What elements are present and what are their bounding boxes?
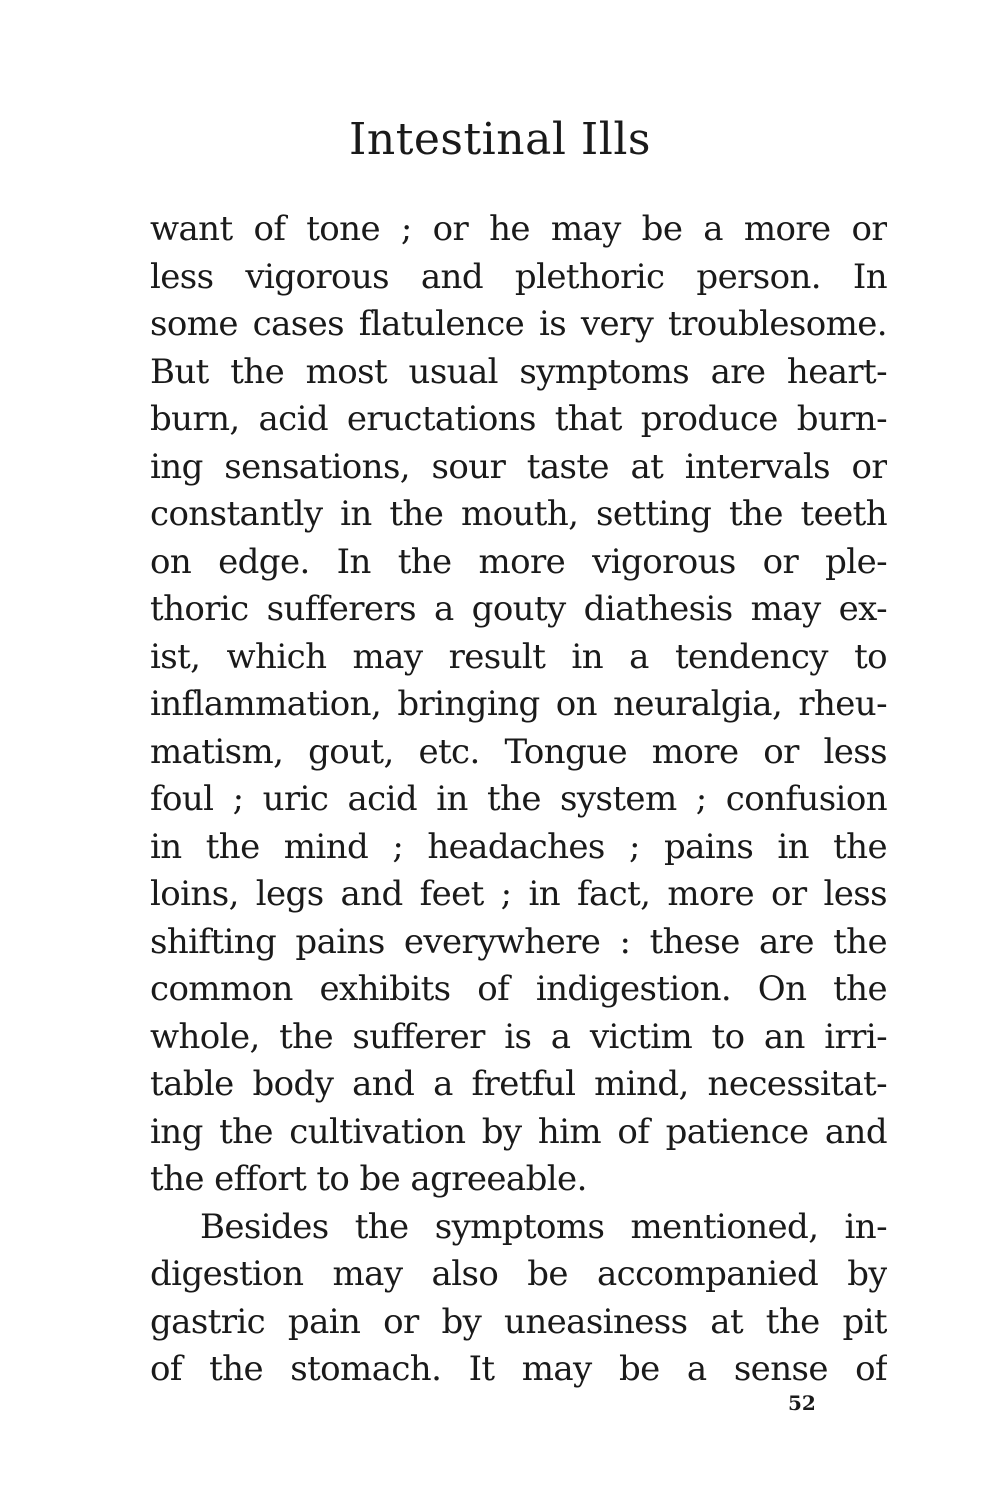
- text-line: burn, acid eructations that produce burn-: [150, 399, 887, 439]
- text-line: ist, which may result in a tendency to: [150, 636, 887, 677]
- page-number: 52: [788, 1391, 816, 1415]
- text-line: Besides the symptoms mentioned, in-: [200, 1206, 887, 1247]
- text-line: inflammation, bringing on neuralgia, rheu-: [150, 684, 887, 724]
- text-line: gastric pain or by uneasiness at the pit: [150, 1301, 887, 1342]
- text-line: less vigorous and plethoric person. In: [150, 256, 887, 297]
- running-title: Intestinal Ills: [348, 114, 651, 165]
- text-line: the effort to be agreeable.: [150, 1159, 587, 1199]
- text-line: matism, gout, etc. Tongue more or less: [150, 731, 887, 772]
- text-line: whole, the sufferer is a victim to an irri-: [150, 1016, 887, 1057]
- text-line: But the most usual symptoms are heart-: [150, 351, 887, 392]
- body-text: [150, 206, 887, 1394]
- text-line: ing sensations, sour taste at intervals or: [150, 446, 887, 487]
- text-line: of the stomach. It may be a sense of: [150, 1349, 887, 1389]
- text-line: constantly in the mouth, setting the teeth: [150, 494, 887, 534]
- text-line: thoric sufferers a gouty diathesis may ex-: [150, 589, 887, 629]
- text-line: loins, legs and feet ; in fact, more or less: [150, 874, 887, 914]
- text-line: digestion may also be accompanied by: [150, 1254, 887, 1294]
- text-line: want of tone ; or he may be a more or: [150, 209, 887, 249]
- text-line: table body and a fretful mind, necessitat-: [150, 1064, 887, 1104]
- text-line: on edge. In the more vigorous or ple-: [150, 541, 887, 582]
- text-line: some cases flatulence is very troublesome.: [150, 304, 887, 344]
- text-line: ing the cultivation by him of patience and: [150, 1111, 887, 1152]
- text-line: shifting pains everywhere : these are the: [150, 921, 887, 962]
- text-line: in the mind ; headaches ; pains in the: [150, 826, 887, 867]
- text-line: common exhibits of indigestion. On the: [150, 969, 887, 1009]
- text-line: foul ; uric acid in the system ; confusion: [150, 779, 887, 819]
